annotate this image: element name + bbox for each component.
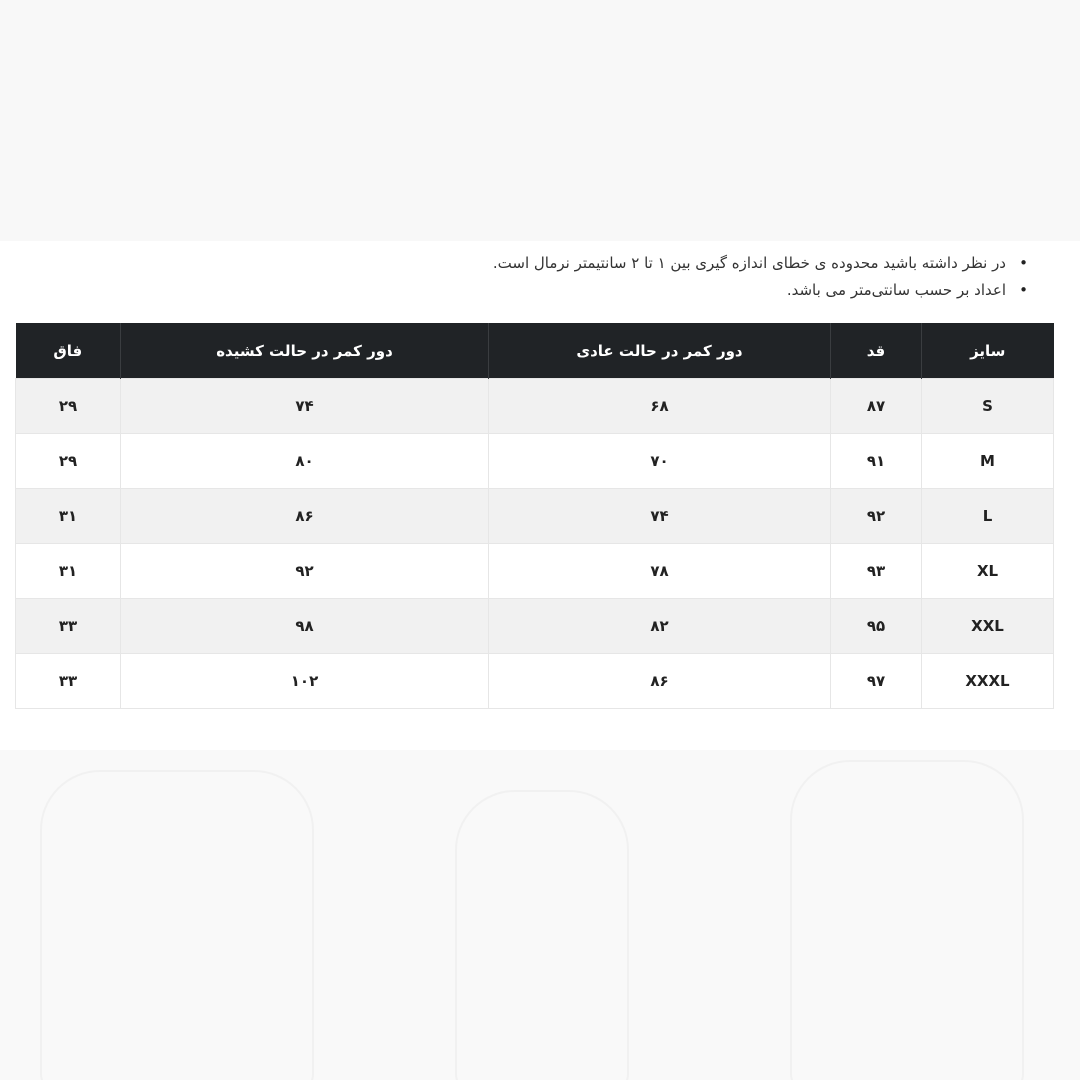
table-row	[16, 544, 1054, 599]
cell-size: XL	[922, 544, 1054, 599]
cell-waist-normal: ۸۲	[489, 599, 831, 654]
note-text: اعداد بر حسب سانتی‌متر می باشد.	[786, 281, 1006, 299]
note-item	[268, 277, 1028, 304]
cell-rise: ۳۳	[16, 599, 121, 654]
faint-garment-shape	[790, 760, 1024, 1080]
cell-waist-normal: ۷۴	[489, 489, 831, 544]
cell-height: ۹۵	[831, 599, 922, 654]
cell-rise: ۳۱	[16, 489, 121, 544]
cell-size: XXL	[922, 599, 1054, 654]
bottom-background	[0, 750, 1080, 1080]
cell-waist-stretched: ۹۸	[121, 599, 489, 654]
header-waist-normal: دور کمر در حالت عادی	[489, 323, 831, 379]
cell-waist-normal: ۶۸	[489, 379, 831, 434]
table-row	[16, 489, 1054, 544]
cell-size: M	[922, 434, 1054, 489]
cell-rise: ۲۹	[16, 379, 121, 434]
header-height: قد	[831, 323, 922, 379]
cell-waist-stretched: ۱۰۲	[121, 654, 489, 709]
cell-height: ۸۷	[831, 379, 922, 434]
cell-waist-normal: ۷۰	[489, 434, 831, 489]
cell-size: S	[922, 379, 1054, 434]
bullet-icon: •	[1019, 254, 1028, 272]
table-header-row	[16, 323, 1054, 379]
cell-waist-stretched: ۹۲	[121, 544, 489, 599]
header-waist-stretched: دور کمر در حالت کشیده	[121, 323, 489, 379]
bullet-icon: •	[1019, 281, 1028, 299]
cell-waist-stretched: ۸۰	[121, 434, 489, 489]
cell-height: ۹۷	[831, 654, 922, 709]
cell-waist-normal: ۷۸	[489, 544, 831, 599]
cell-size: L	[922, 489, 1054, 544]
faint-garment-shape	[40, 770, 314, 1080]
cell-height: ۹۱	[831, 434, 922, 489]
cell-height: ۹۲	[831, 489, 922, 544]
note-text: در نظر داشته باشید محدوده ی خطای اندازه گیری بین ۱ تا ۲ سانتیمتر نرمال است.	[492, 254, 1006, 272]
table-row	[16, 654, 1054, 709]
note-item	[268, 250, 1028, 277]
cell-waist-normal: ۸۶	[489, 654, 831, 709]
cell-size: XXXL	[922, 654, 1054, 709]
size-table	[15, 323, 1054, 709]
cell-waist-stretched: ۸۶	[121, 489, 489, 544]
notes-list	[268, 250, 1028, 304]
cell-rise: ۲۹	[16, 434, 121, 489]
cell-height: ۹۳	[831, 544, 922, 599]
header-size: سایز	[922, 323, 1054, 379]
cell-rise: ۳۱	[16, 544, 121, 599]
header-rise: فاق	[16, 323, 121, 379]
table-row	[16, 379, 1054, 434]
top-background	[0, 0, 1080, 241]
table-row	[16, 599, 1054, 654]
faint-garment-shape	[455, 790, 629, 1080]
table-row	[16, 434, 1054, 489]
cell-rise: ۳۳	[16, 654, 121, 709]
cell-waist-stretched: ۷۴	[121, 379, 489, 434]
